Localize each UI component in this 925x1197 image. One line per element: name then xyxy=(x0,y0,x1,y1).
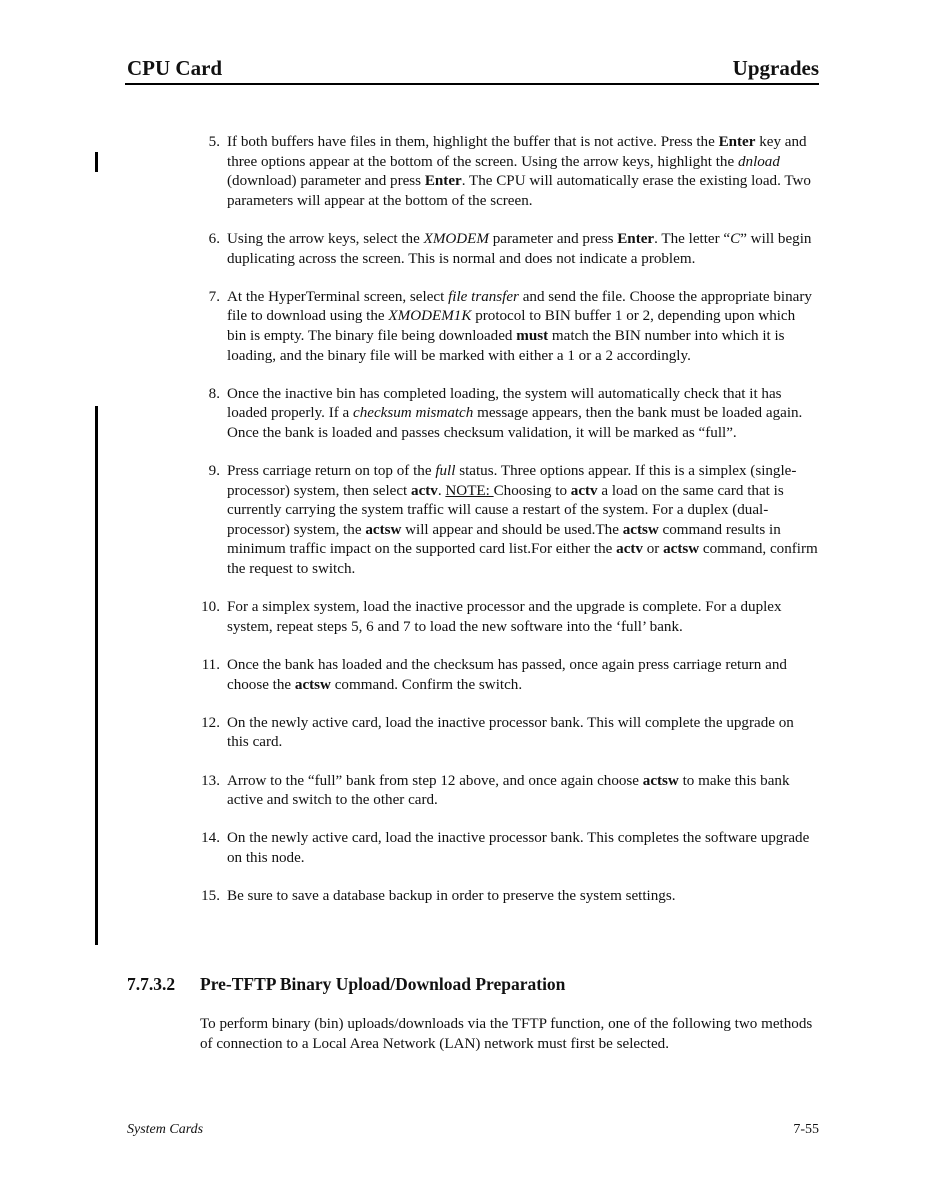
step-number: 11. xyxy=(201,657,220,674)
step-5: 5. If both buffers have files in them, highlight the buffer that is not active. Press the Enter key and three options appear at the bottom of the screen. Using the arrow keys, highlight the dnload (download) parameter and press Enter. The CPU will automatically erase the existing load. Two parameters will appear at the bottom of the screen. xyxy=(190,133,818,211)
header-rule xyxy=(125,83,819,85)
step-9: 9. Press carriage return on top of the full status. Three options appear. If this is a simplex (single-processor) system, then select actv. NOTE: Choosing to actv a load on the same card that is currently carrying the system traffic will cause a restart of the system. For a duplex (dual-processor) system, the actsw will appear and should be used.The actsw command results in minimum traffic impact on the supported card list.For either the actv or actsw command, confirm the request to switch. xyxy=(190,462,818,580)
step-8: 8. Once the inactive bin has completed loading, the system will automatically check that it has loaded properly. If a checksum mismatch message appears, then the bank must be loaded again. Once the bank is loaded and passes checksum validation, it will be marked as “full”. xyxy=(190,385,818,444)
step-10: 10. For a simplex system, load the inactive processor and the upgrade is complete. For a duplex system, repeat steps 5, 6 and 7 to load the new software into the ‘full’ bank. xyxy=(190,598,818,637)
change-bar xyxy=(95,152,98,172)
section-title: Pre-TFTP Binary Upload/Download Preparation xyxy=(200,974,566,994)
footer-chapter: System Cards xyxy=(127,1122,204,1137)
header-section-title: Upgrades xyxy=(732,56,819,80)
step-number: 6. xyxy=(208,230,220,247)
step-11: 11. Once the bank has loaded and the checksum has passed, once again press carriage return and choose the actsw command. Confirm the switch. xyxy=(190,656,818,695)
step-number: 7. xyxy=(208,288,220,305)
change-bar xyxy=(95,406,98,945)
procedure-steps xyxy=(190,133,818,925)
page-number: 7-55 xyxy=(793,1122,819,1137)
step-number: 15. xyxy=(201,888,220,905)
step-7: 7. At the HyperTerminal screen, select file transfer and send the file. Choose the appropriate binary file to download using the XMODEM1K protocol to BIN buffer 1 or 2, depending upon which bin is empty. The binary file being downloaded must match the BIN number into which it is loading, and the binary file will be marked with either a 1 or a 2 accordingly. xyxy=(190,288,818,366)
step-number: 5. xyxy=(208,134,220,150)
step-number: 13. xyxy=(201,772,220,789)
section-heading xyxy=(127,974,565,995)
step-15: 15. Be sure to save a database backup in order to preserve the system settings. xyxy=(190,887,818,907)
step-6: 6. Using the arrow keys, select the XMODEM parameter and press Enter. The letter “C” will begin duplicating across the screen. This is normal and does not indicate a problem. xyxy=(190,230,818,269)
step-number: 9. xyxy=(208,463,220,480)
section-number: 7.7.3.2 xyxy=(127,974,176,994)
step-12: 12. On the newly active card, load the inactive processor bank. This will complete the upgrade on this card. xyxy=(190,714,818,753)
header-chapter-title: CPU Card xyxy=(127,56,223,80)
step-number: 14. xyxy=(201,830,220,847)
page-header xyxy=(127,56,819,84)
step-14: 14. On the newly active card, load the inactive processor bank. This completes the software upgrade on this node. xyxy=(190,829,818,868)
step-number: 10. xyxy=(201,599,220,616)
step-number: 8. xyxy=(208,385,220,402)
step-number: 12. xyxy=(201,714,220,731)
step-13: 13. Arrow to the “full” bank from step 12 above, and once again choose actsw to make this bank active and switch to the other card. xyxy=(190,772,818,811)
section-body: To perform binary (bin) uploads/downloads via the TFTP function, one of the following two methods of connection to a Local Area Network (LAN) network must first be selected. xyxy=(200,1016,813,1052)
note-label: NOTE: xyxy=(445,482,494,499)
